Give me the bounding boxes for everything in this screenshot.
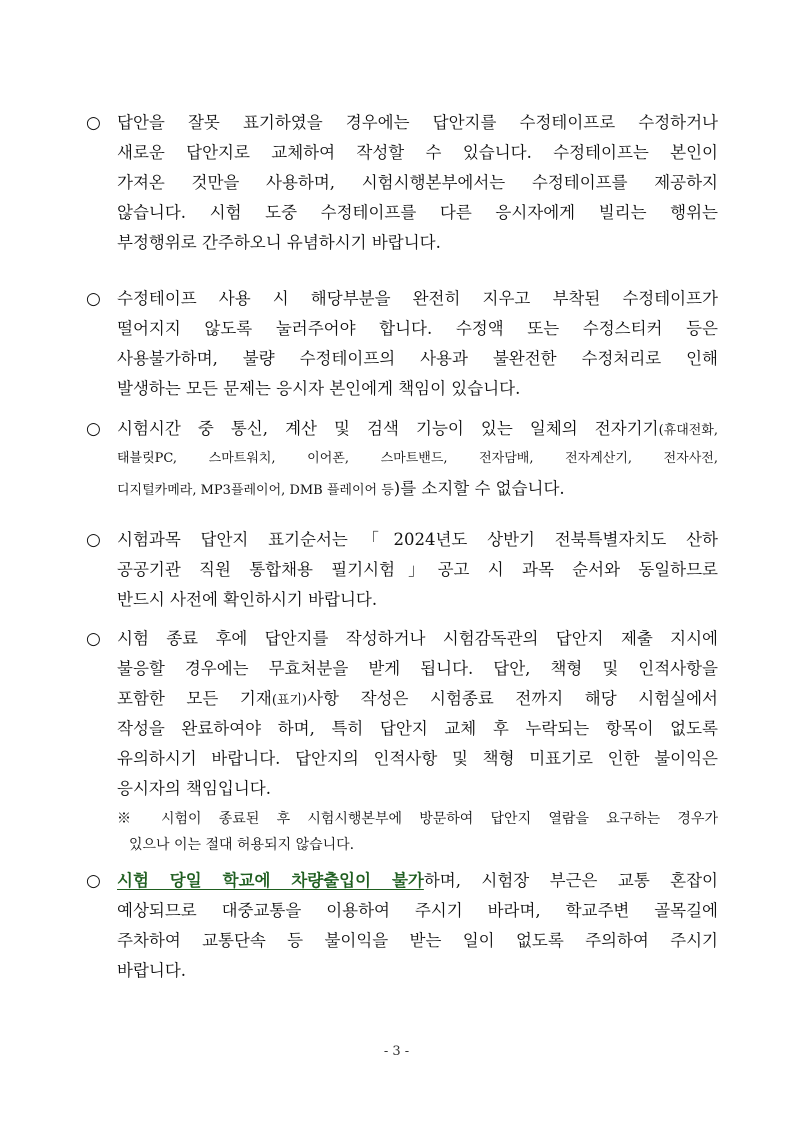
notice-line: 가져온 것만을 사용하며, 시험시행본부에서는 수정테이프를 제공하지 [117, 173, 718, 192]
notice-text: )를 소지할 수 없습니다. [393, 479, 565, 498]
notice-line [86, 866, 718, 896]
device-list-line: 태블릿PC, 스마트워치, 이어폰, 스마트밴드, 전자담배, 전자계산기, 전자사전, [117, 451, 718, 466]
device-list-text: 디지털카메라, MP3플레이어, DMB 플레이어 등 [117, 483, 394, 498]
notice-text: 포함한 모든 기재 [117, 689, 272, 708]
notice-line [86, 414, 718, 444]
notice-item-vehicle-access [86, 866, 718, 986]
notice-line: 않습니다. 시험 도중 수정테이프를 다른 응시자에게 빌리는 행위는 [117, 203, 718, 222]
notice-line: 시험과목 답안지 표기순서는「2024년도 상반기 전북특별자치도 산하 [117, 530, 718, 549]
bullet-symbol: ○ [86, 113, 101, 133]
notice-text: 시험시간 중 통신, 계산 및 검색 기능이 있는 일체의 전자기기 [117, 419, 659, 438]
notice-line: 답안을 잘못 표기하였을 경우에는 답안지를 수정테이프로 수정하거나 [117, 113, 718, 132]
notice-line: 주차하여 교통단속 등 불이익을 받는 일이 없도록 주의하여 주시기 [117, 931, 718, 950]
notice-line: 불응할 경우에는 무효처분을 받게 됩니다. 답안, 책형 및 인적사항을 [117, 659, 718, 678]
notice-line [86, 474, 718, 504]
notice-line: 유의하시기 바랍니다. 답안지의 인적사항 및 책형 미표기로 인한 불이익은 [117, 749, 718, 768]
notice-line: 발생하는 모든 문제는 응시자 본인에게 책임이 있습니다. [117, 379, 521, 398]
bullet-symbol: ○ [86, 419, 101, 439]
notice-line: 떨어지지 않도록 눌러주어야 합니다. 수정액 또는 수정스티커 등은 [117, 319, 718, 338]
notice-line [86, 684, 718, 714]
bullet-symbol: ○ [86, 871, 101, 891]
notice-item-after-exam [86, 624, 718, 858]
highlighted-warning: 시험 당일 학교에 차량출입이 불가 [117, 871, 424, 890]
notice-line: 작성을 완료하여야 하며, 특히 답안지 교체 후 누락되는 항목이 없도록 [117, 719, 718, 738]
notice-small-text: (표기) [271, 693, 308, 708]
notice-line: 새로운 답안지로 교체하여 작성할 수 있습니다. 수정테이프는 본인이 [117, 143, 718, 162]
reference-note: ※ 시험이 종료된 후 시험시행본부에 방문하여 답안지 열람을 요구하는 경우가 [117, 811, 718, 827]
notice-line: 반드시 사전에 확인하시기 바랍니다. [117, 590, 378, 609]
notice-line: 시험 종료 후에 답안지를 작성하거나 시험감독관의 답안지 제출 지시에 [117, 629, 718, 648]
notice-line: 바랍니다. [117, 961, 187, 980]
bullet-symbol: ○ [86, 629, 101, 649]
page-number: - 3 - [383, 1044, 410, 1059]
notice-item-answer-order [86, 525, 718, 615]
notice-line: 응시자의 책임입니다. [117, 779, 271, 798]
notice-item-tape-usage [86, 284, 718, 404]
notice-line: 부정행위로 간주하오니 유념하시기 바랍니다. [117, 233, 441, 252]
notice-line: 예상되므로 대중교통을 이용하여 주시기 바라며, 학교주변 골목길에 [117, 901, 718, 920]
reference-note: 있으나 이는 절대 허용되지 않습니다. [129, 837, 355, 853]
notice-item-electronic-devices [86, 414, 718, 504]
notice-line: 수정테이프 사용 시 해당부분을 완전히 지우고 부착된 수정테이프가 [117, 289, 718, 308]
bullet-symbol: ○ [86, 289, 101, 309]
notice-line: 공공기관 직원 통합채용 필기시험」공고 시 과목 순서와 동일하므로 [117, 560, 718, 579]
notice-text: 하며, 시험장 부근은 교통 혼잡이 [423, 871, 718, 890]
notice-line: 사용불가하며, 불량 수정테이프의 사용과 불완전한 수정처리로 인해 [117, 349, 718, 368]
bullet-symbol: ○ [86, 530, 101, 550]
notice-text: 사항 작성은 시험종료 전까지 해당 시험실에서 [307, 689, 718, 708]
device-list-text: (휴대전화, [658, 423, 718, 438]
notice-item-correction-tape [86, 108, 718, 258]
